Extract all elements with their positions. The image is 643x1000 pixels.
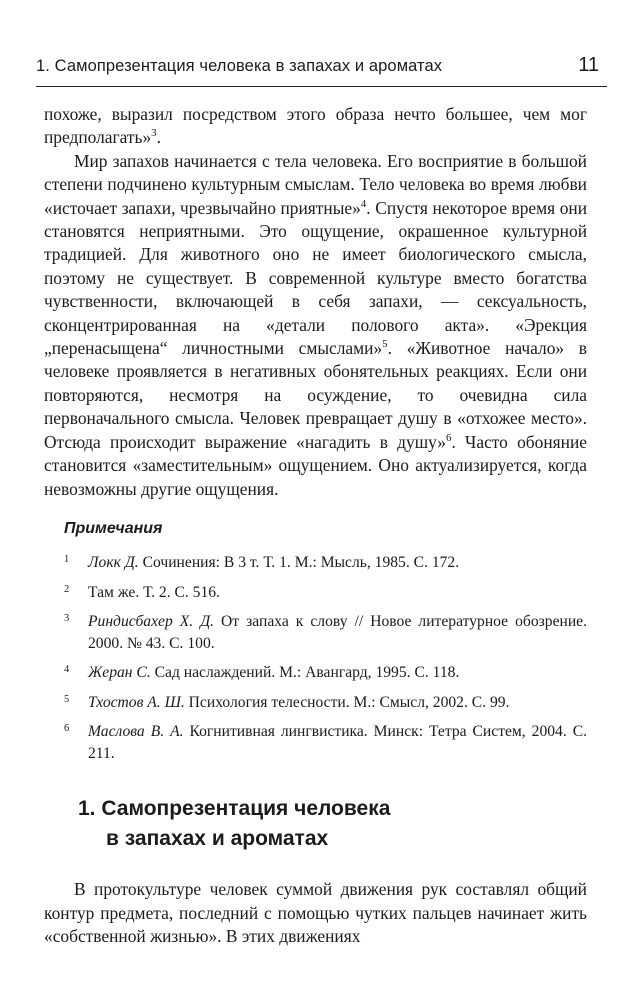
note-item xyxy=(44,721,587,764)
note-text: Когнитивная лингвистика. Минск: Тетра Систем, 2004. С. 211. xyxy=(88,723,587,762)
paragraph-text: . Часто обоняние становится «заместительным» ощущением. Оно актуализируется, когда невозможны другие ощущения. xyxy=(44,431,587,499)
note-author: Локк Д. xyxy=(88,554,139,572)
paragraph-text: Мир запахов начинается с тела человека. Его восприятие в большой степени подчинено культурным смыслам. Тело человека во время любви «источает запахи, чрезвычайно приятные» xyxy=(44,150,587,218)
note-text: Там же. Т. 2. С. 516. xyxy=(88,583,220,601)
note-author: Риндисбахер Х. Д. xyxy=(88,613,215,631)
footnote-ref: 4 xyxy=(360,197,367,210)
note-number: 4 xyxy=(64,664,70,676)
footnote-ref: 6 xyxy=(445,431,452,444)
note-author: Маслова В. А. xyxy=(88,723,184,741)
section-heading xyxy=(78,794,587,854)
paragraph-continued: похоже, выразил посредством этого образа нечто большее, чем мог предполагать»$^3$. xyxy=(44,104,587,148)
note-item xyxy=(44,692,587,714)
notes-heading: Примечания xyxy=(64,519,163,537)
page-number: 11 xyxy=(578,54,599,76)
note-number: 3 xyxy=(64,613,70,625)
footnote-ref: 3 xyxy=(151,127,157,140)
note-author: Тхостов А. Ш. xyxy=(88,693,185,711)
paragraph-text: похоже, выразил посредством этого образа нечто большее, чем мог предполагать» xyxy=(44,104,587,148)
note-number: 2 xyxy=(64,583,70,595)
running-head xyxy=(36,50,607,87)
footnote-ref: 5 xyxy=(382,338,388,351)
paragraph-text: . «Животное начало» в человеке проявляется в негативных обонятельных реакциях. Если они повторяются, несмотря на осуждение, то очевидна сила первоначального смысла. Человек превращает душу в «отхожее место». Отсюда происходит выражение «нагадить в душу» xyxy=(44,338,587,452)
note-item xyxy=(44,582,587,604)
paragraph-protoculture: В протокультуре человек суммой движения рук составлял общий контур предмета, последний с помощью чутких пальцев начинает жить «собственной жизнью». В этих движениях xyxy=(44,879,587,947)
note-item xyxy=(44,552,587,574)
note-item xyxy=(44,611,587,654)
paragraph-smell-world xyxy=(44,150,587,501)
note-item xyxy=(44,662,587,684)
note-number: 6 xyxy=(64,723,70,735)
section-title-line2: в запахах и ароматах xyxy=(106,827,329,851)
paragraph-text: . Спустя некоторое время они становятся неприятными. Это ощущение, окрашенное культурной традицией. Для животного оно не имеет биологического смысла, поэтому не существует. В современной культуре вместо богатства чувственности, включающей в себя запахи, — сексуальность, сконцентрированная на «детали полового акта». «Эрекция „перенасыщена“ личностными смыслами» xyxy=(44,197,588,359)
note-text: Сочинения: В 3 т. Т. 1. М.: Мысль, 1985. С. 172. xyxy=(138,554,460,572)
note-text: Сад наслаждений. М.: Авангард, 1995. С. 118. xyxy=(150,664,460,682)
note-text: Психология телесности. М.: Смысл, 2002. С. 99. xyxy=(184,693,510,711)
note-text: От запаха к слову // Новое литературное обозрение. 2000. № 43. С. 100. xyxy=(88,613,587,652)
note-number: 5 xyxy=(64,693,70,705)
notes-list xyxy=(44,552,587,764)
note-author: Жеран С. xyxy=(88,664,151,682)
page-body xyxy=(44,103,587,949)
note-number: 1 xyxy=(64,554,70,566)
section-title-line1: 1. Самопрезентация человека xyxy=(78,797,391,821)
running-head-title: 1. Самопрезентация человека в запахах и ароматах xyxy=(36,57,443,75)
